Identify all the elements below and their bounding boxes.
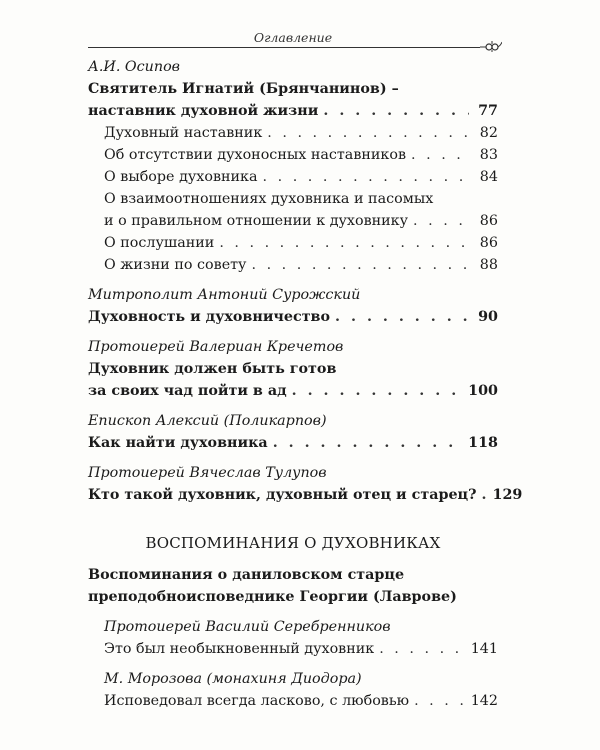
dot-leader	[482, 484, 490, 506]
dot-leader	[379, 638, 467, 660]
toc-title: Воспоминания о даниловском старце	[88, 567, 405, 583]
toc-title: за своих чад пойти в ад	[88, 383, 287, 399]
toc-entry[interactable]	[88, 232, 498, 254]
toc-subentry: Это был необыкновенный духовник	[104, 641, 375, 657]
toc-title: Духовность и духовничество	[88, 309, 331, 325]
dot-leader	[335, 306, 469, 328]
toc-subentry: О послушании	[104, 235, 215, 251]
toc-entry[interactable]	[88, 144, 498, 166]
flourish-ornament-icon	[480, 39, 502, 53]
toc-entry[interactable]	[88, 690, 498, 712]
toc-subentry: и о правильном отношении к духовнику	[104, 213, 409, 229]
toc-subentry: О выборе духовника	[104, 169, 258, 185]
header-rule	[88, 47, 480, 48]
page-number: 118	[468, 435, 498, 451]
toc-author: Митрополит Антоний Сурожский	[88, 287, 361, 303]
dot-leader	[263, 166, 469, 188]
page-number: 90	[478, 309, 498, 325]
toc-author: Протоиерей Василий Серебренников	[104, 619, 391, 635]
page-number: 86	[479, 213, 498, 229]
toc-title: Как найти духовника	[88, 435, 268, 451]
toc-author: Епископ Алексий (Поликарпов)	[88, 413, 327, 429]
toc-author: М. Морозова (монахиня Диодора)	[104, 671, 362, 687]
dot-leader	[251, 254, 469, 276]
page-number: 83	[479, 147, 498, 163]
dot-leader	[414, 690, 468, 712]
toc-author: Протоиерей Вячеслав Тулупов	[88, 465, 327, 481]
toc-entry[interactable]	[88, 484, 523, 506]
toc-entry[interactable]	[88, 254, 498, 276]
toc-entry[interactable]	[88, 122, 498, 144]
dot-leader	[411, 144, 469, 166]
page-number: 84	[479, 169, 498, 185]
toc-title: Кто такой духовник, духовный отец и старец?	[88, 487, 477, 503]
page-number: 77	[478, 103, 498, 119]
running-header	[88, 30, 498, 54]
toc-subentry: О взаимоотношениях духовника и пасомых	[104, 191, 434, 207]
dot-leader	[273, 432, 465, 454]
dot-leader	[292, 380, 466, 402]
page-number: 86	[479, 235, 498, 251]
toc-entry[interactable]	[88, 306, 498, 328]
header-title: Оглавление	[253, 30, 333, 45]
toc-subentry: Исповедовал всегда ласково, с любовью	[104, 693, 410, 709]
toc-subentry: Духовный наставник	[104, 125, 263, 141]
table-of-contents	[88, 56, 523, 712]
toc-entry[interactable]	[88, 638, 498, 660]
toc-entry[interactable]	[88, 432, 498, 454]
toc-entry[interactable]	[88, 210, 498, 232]
dot-leader	[219, 232, 469, 254]
dot-leader	[323, 100, 469, 122]
toc-title: Святитель Игнатий (Брянчанинов) –	[88, 81, 399, 97]
page-number: 129	[492, 487, 523, 503]
section-heading: ВОСПОМИНАНИЯ О ДУХОВНИКАХ	[145, 534, 441, 552]
toc-author: А.И. Осипов	[88, 59, 181, 75]
toc-author: Протоиерей Валериан Кречетов	[88, 339, 344, 355]
toc-entry[interactable]	[88, 100, 498, 122]
page-number: 100	[468, 383, 498, 399]
toc-title: наставник духовной жизни	[88, 103, 319, 119]
toc-subentry: О жизни по совету	[104, 257, 247, 273]
toc-title: преподобноисповеднике Георгии (Лаврове)	[88, 589, 457, 605]
dot-leader	[267, 122, 469, 144]
toc-title: Духовник должен быть готов	[88, 361, 337, 377]
toc-subentry: Об отсутствии духоносных наставников	[104, 147, 407, 163]
page-number: 142	[470, 693, 498, 709]
dot-leader	[413, 210, 469, 232]
toc-entry[interactable]	[88, 380, 498, 402]
page-number: 88	[479, 257, 498, 273]
toc-entry[interactable]	[88, 166, 498, 188]
page-number: 141	[470, 641, 498, 657]
page-number: 82	[479, 125, 498, 141]
